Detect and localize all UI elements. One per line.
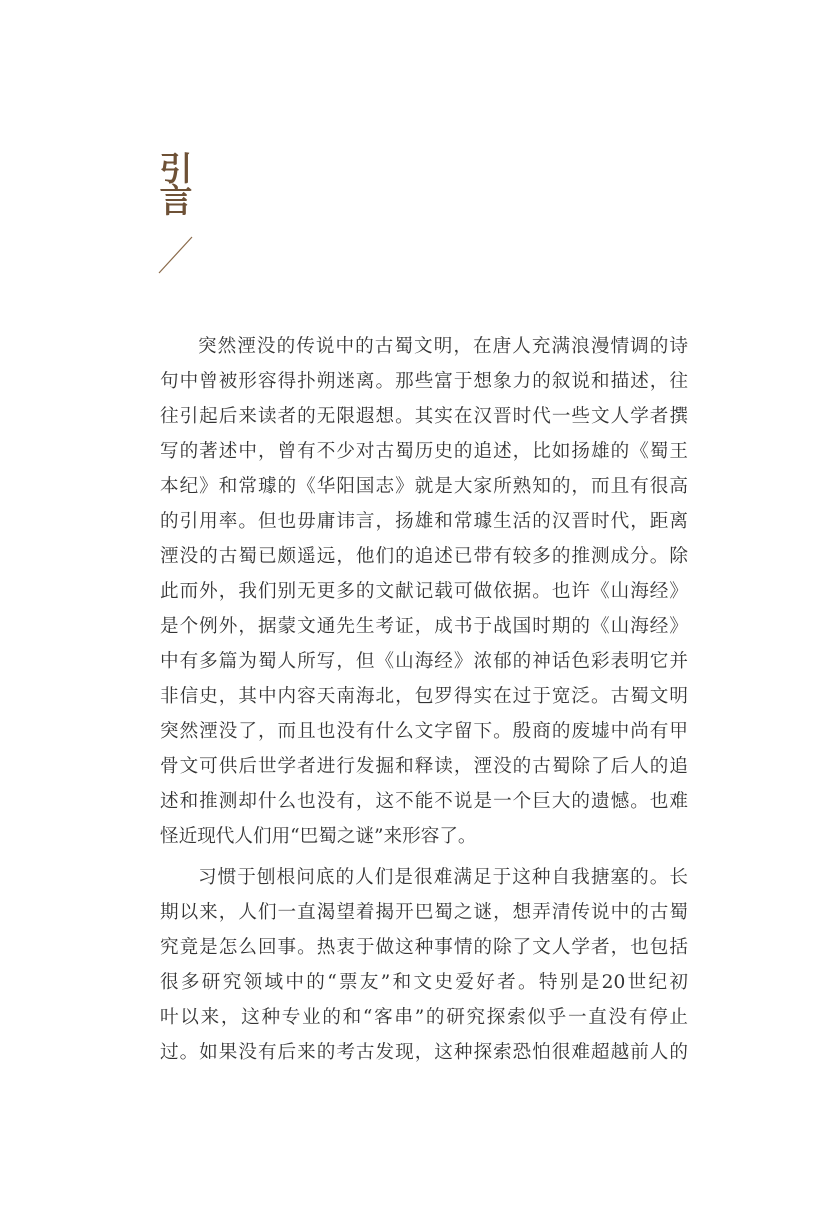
text-line: 习惯于刨根问底的人们是很难满足于这种自我搪塞的。长 [198, 867, 688, 888]
chapter-body [160, 329, 688, 1070]
paragraph-2 [160, 860, 688, 1070]
text-line: 过。如果没有后来的考古发现，这种探索恐怕很难超越前人的 [160, 1042, 688, 1063]
chapter-title-char-2: 言 [159, 181, 193, 220]
text-line: 突然湮没的传说中的古蜀文明，在唐人充满浪漫情调的诗 [198, 336, 688, 357]
text-line: 骨文可供后世学者进行发掘和释读，湮没的古蜀除了后人的追 [160, 756, 688, 777]
text-line: 中有多篇为蜀人所写，但《山海经》浓郁的神话色彩表明它并 [160, 651, 688, 672]
text-line: 本纪》和常璩的《华阳国志》就是大家所熟知的，而且有很高 [160, 476, 688, 497]
chapter-title-char-1: 引 [159, 149, 193, 188]
text-line: 叶以来，这种专业的和“客串”的研究探索似乎一直没有停止 [160, 1007, 688, 1028]
text-line: 句中曾被形容得扑朔迷离。那些富于想象力的叙说和描述，往 [160, 371, 688, 392]
text-line: 是个例外，据蒙文通先生考证，成书于战国时期的《山海经》 [160, 616, 688, 637]
text-line: 很多研究领域中的“票友”和文史爱好者。特别是20世纪初 [160, 972, 688, 993]
text-line: 期以来，人们一直渴望着揭开巴蜀之谜，想弄清传说中的古蜀 [160, 902, 688, 923]
text-line: 非信史，其中内容天南海北，包罗得实在过于宽泛。古蜀文明 [160, 686, 688, 707]
text-line: 此而外，我们别无更多的文献记载可做依据。也许《山海经》 [160, 581, 688, 602]
text-line: 湮没的古蜀已颇遥远，他们的追述已带有较多的推测成分。除 [160, 546, 688, 567]
text-line: 的引用率。但也毋庸讳言，扬雄和常璩生活的汉晋时代，距离 [160, 511, 688, 532]
text-line: 写的著述中，曾有不少对古蜀历史的追述，比如扬雄的《蜀王 [160, 441, 688, 462]
paragraph-1 [160, 329, 688, 854]
text-line: 突然湮没了，而且也没有什么文字留下。殷商的废墟中尚有甲 [160, 721, 688, 742]
text-line: 究竟是怎么回事。热衷于做这种事情的除了文人学者，也包括 [160, 937, 688, 958]
decorative-slash [158, 236, 194, 274]
text-line: 往引起后来读者的无限遐想。其实在汉晋时代一些文人学者撰 [160, 406, 688, 427]
chapter-title [158, 149, 198, 220]
text-line: 述和推测却什么也没有，这不能不说是一个巨大的遗憾。也难 [160, 791, 688, 812]
text-line: 怪近现代人们用“巴蜀之谜”来形容了。 [160, 826, 477, 847]
